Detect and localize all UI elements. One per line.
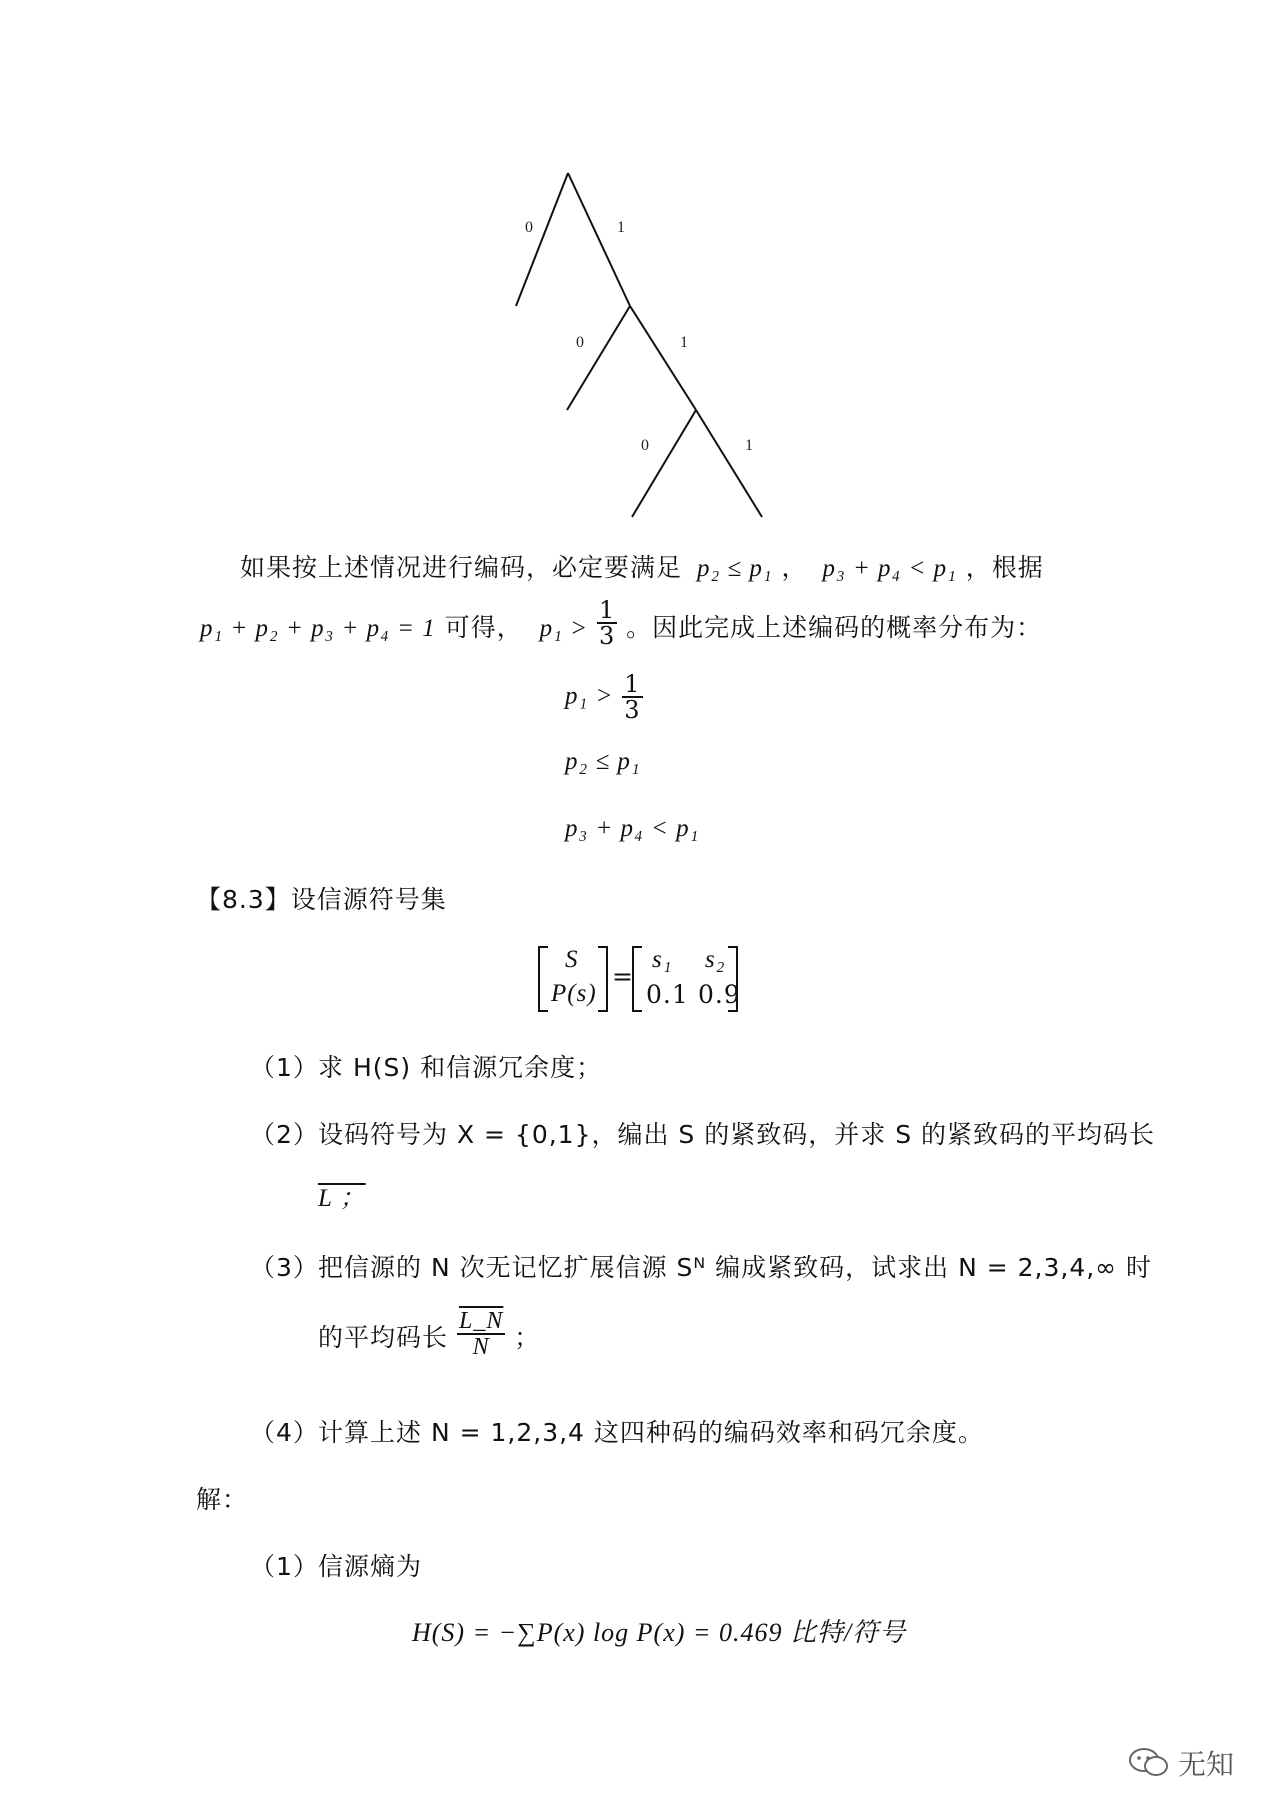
tree-edge <box>567 306 630 410</box>
solution-step-1 <box>250 1547 422 1583</box>
item-4 <box>250 1413 984 1449</box>
item-text: 的平均码长 <box>318 1323 449 1352</box>
problem-title: 设信源符号集 <box>290 885 447 914</box>
condition-lhs: p₁ > <box>565 682 614 710</box>
watermark <box>1128 1743 1234 1783</box>
matrix-cell: 0.1 <box>646 980 689 1009</box>
fraction-LN-over-N: $\frac{L\_N}{N}$ <box>458 1308 504 1360</box>
overline-L-text: L ； <box>318 1185 366 1212</box>
item-2-continuation <box>318 1178 366 1214</box>
matrix-equals: = <box>612 962 634 991</box>
tree-edge-label: 0 <box>576 334 584 351</box>
tree-edge <box>632 410 696 517</box>
tree-edge-label: 1 <box>680 334 688 351</box>
paragraph-line-1 <box>240 548 1044 584</box>
paragraph-text: 。因此完成上述编码的概率分布为： <box>626 613 1043 642</box>
step-number: （1） <box>250 1552 319 1581</box>
tree-edge-label: 0 <box>641 437 649 454</box>
condition-inline: p₃ + p₄ < p₁ <box>822 555 957 582</box>
item-text: 求 H(S) 和信源冗余度； <box>318 1053 603 1082</box>
fraction-one-third: $\frac{1}{3}$ <box>624 670 641 724</box>
chat-bubble-icon <box>1128 1746 1170 1780</box>
entropy-formula: H(S) = −∑P(x) log P(x) = 0.469 比特/符号 <box>412 1618 907 1647</box>
separator: ， <box>781 553 808 582</box>
item-number: （2） <box>250 1120 319 1149</box>
matrix-cell: s₁ <box>652 946 673 973</box>
matrix-left-bottom: P(s) <box>551 980 597 1007</box>
item-text: 设码符号为 X = {0,1}，编出 S 的紧致码，并求 S 的紧致码的平均码长 <box>318 1120 1156 1149</box>
paragraph-text: 可得， <box>444 613 523 642</box>
tree-edge <box>568 173 630 306</box>
item-number: （1） <box>250 1053 319 1082</box>
tree-edge <box>630 306 696 410</box>
condition-2: p₂ ≤ p₁ <box>565 748 641 775</box>
item-number: （4） <box>250 1418 319 1447</box>
fraction-one-third: $\frac{1}{3}$ <box>598 595 616 650</box>
step-text: 信源熵为 <box>318 1552 423 1581</box>
item-text: 把信源的 N 次无记忆扩展信源 Sᴺ 编成紧致码，试求出 N = 2,3,4,∞ 时 <box>318 1253 1152 1282</box>
item-3-continuation <box>318 1308 541 1360</box>
problem-number: 【8.3】 <box>196 885 291 914</box>
item-text: ； <box>514 1323 541 1352</box>
item-3 <box>250 1248 1152 1284</box>
item-1 <box>250 1048 602 1084</box>
item-number: （3） <box>250 1253 319 1282</box>
matrix-cell: s₂ <box>705 946 726 973</box>
tree-edge-label: 1 <box>745 437 753 454</box>
tree-edge <box>516 173 568 306</box>
paragraph-text: 如果按上述情况进行编码，必定要满足 <box>240 553 683 582</box>
tree-edge-label: 0 <box>525 219 533 236</box>
condition-3: p₃ + p₄ < p₁ <box>565 815 700 842</box>
matrix-cell: 0.9 <box>698 980 741 1009</box>
matrix-left-top: S <box>565 946 579 973</box>
item-2 <box>250 1115 1155 1151</box>
watermark-text: 无知 <box>1178 1748 1235 1781</box>
tree-edge-label: 1 <box>617 219 625 236</box>
condition-inline: p₂ ≤ p₁ <box>696 555 773 582</box>
item-text: 计算上述 N = 1,2,3,4 这四种码的编码效率和码冗余度。 <box>318 1418 984 1447</box>
solution-label: 解： <box>196 1485 249 1514</box>
tree-edge <box>696 410 762 517</box>
sum-equation: p₁ + p₂ + p₃ + p₄ = 1 <box>200 615 436 642</box>
inequality: p₁ > <box>539 615 588 642</box>
paragraph-text: ，根据 <box>965 553 1044 582</box>
code-tree-diagram <box>500 160 780 530</box>
condition-1 <box>565 672 643 722</box>
paragraph-line-2 <box>200 595 1043 650</box>
problem-heading <box>196 880 447 916</box>
